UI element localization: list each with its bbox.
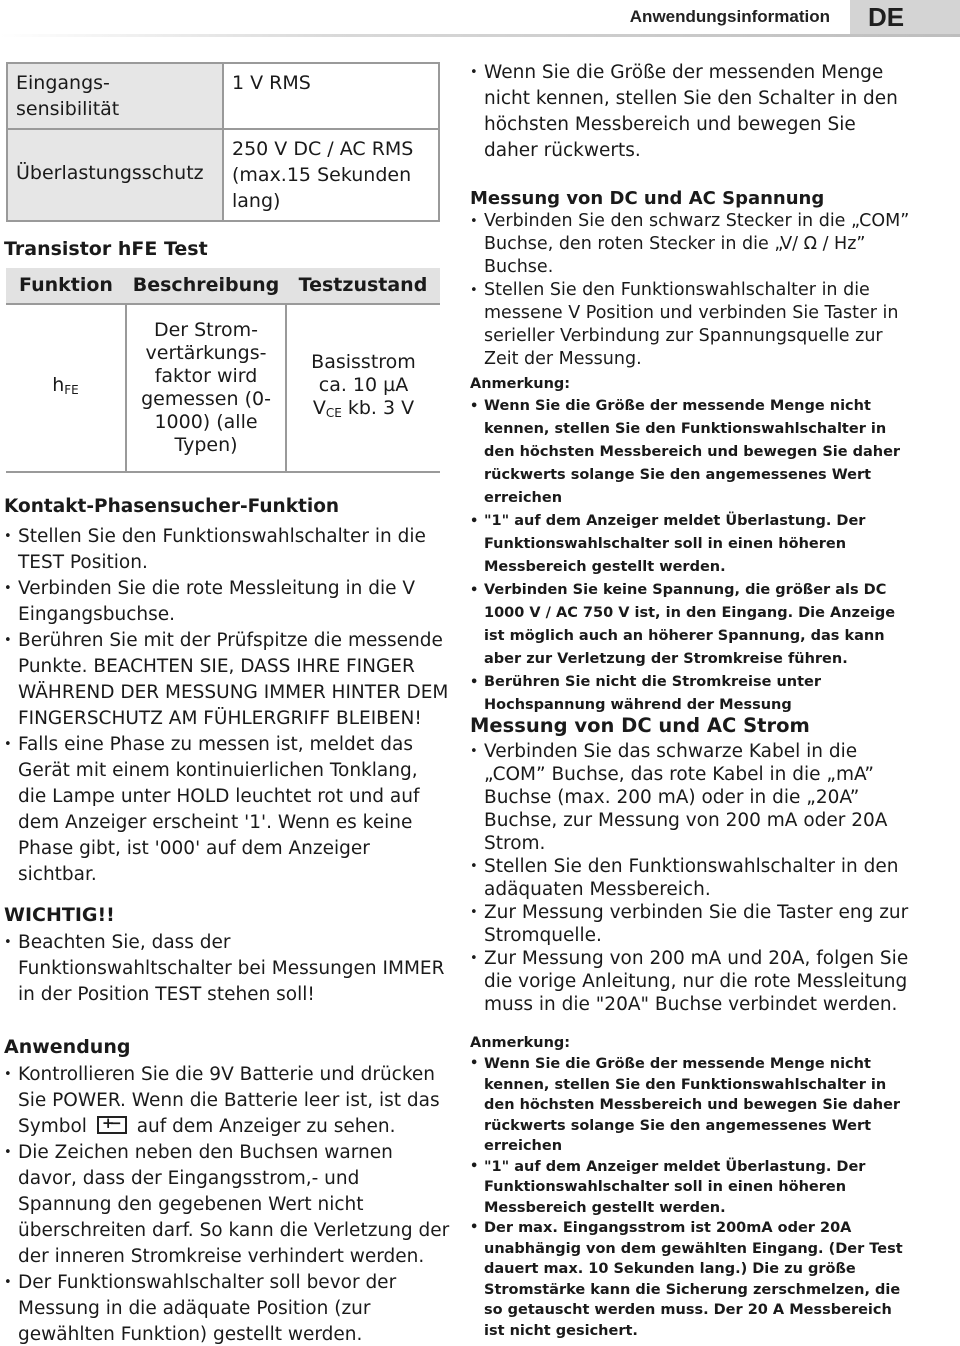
vce-symbol: V [312, 397, 326, 419]
list-item: • Zur Messung von 200 mA und 20A, folgen Sie die vorige Anleitung, nur die rote Messleitung muss in die "20A" Buchse verbindet werden. [470, 947, 914, 1016]
list-item: • Wenn Sie die Größe der messende Menge nicht kennen, stellen Sie den Funktionswahlschalter in den höchsten Messbereich und bewegen Sie daher rückwerts solange Sie den angemessenes Wert erreichen [470, 395, 914, 510]
intro-list [470, 60, 914, 164]
list-item: • Beachten Sie, dass der Funktionswahltschalter bei Messungen IMMER in der Position TEST stehen soll! [4, 930, 450, 1008]
battery-icon [97, 1116, 127, 1134]
right-column [470, 60, 914, 1340]
table-header-row [6, 268, 440, 304]
list-item: • "1" auf dem Anzeiger meldet Überlastung. Der Funktionswahlschalter soll in einen höheren Messbereich gestellt werden. [470, 1157, 914, 1219]
strom-list [470, 740, 914, 1016]
anwendung-title: Anwendung [4, 1036, 131, 1058]
kontakt-list [4, 524, 450, 888]
right-intro [470, 60, 914, 164]
anwendung-item-text: Kontrollieren Sie die 9V Batterie und drücken Sie POWER. Wenn die Batterie leer ist, ist das Symbol [18, 1064, 440, 1137]
list-item: • Wenn Sie die Größe der messenden Menge nicht kennen, stellen Sie den Schalter in den höchsten Messbereich und bewegen Sie daher rückwerts. [470, 60, 914, 164]
table-row [7, 63, 439, 129]
list-item: • Falls eine Phase zu messen ist, meldet das Gerät mit einem kontinuierlichen Tonklang, die Lampe unter HOLD leuchtet rot und auf dem Anzeiger erscheint '1'. Wenn es keine Phase gibt, ist '000' auf dem Anzeiger sichtbar. [4, 732, 450, 888]
strom-title: Messung von DC und AC Strom [470, 714, 810, 737]
header-title: Anwendungsinformation [629, 7, 830, 26]
spec-label: Eingangs- sensibilität [7, 63, 223, 129]
anwendung-item-text-end: auf dem Anzeiger zu sehen. [136, 1116, 396, 1137]
list-item: • Stellen Sie den Funktionswahlschalter in den adäquaten Messbereich. [470, 855, 914, 901]
hfe-function-cell [6, 304, 126, 472]
hfe-section-title: Transistor hFE Test [4, 238, 208, 260]
column-header-funktion: Funktion [6, 268, 126, 304]
list-item: • Der max. Eingangsstrom ist 200mA oder 20A unabhängig von dem gewählten Eingang. (Der Test dauert max. 10 Sekunden lang.) Die zu größe Stromstärke kann die Sicherung zerschmelzen, die so getauscht werden muss. Der 20 A Messbereich ist nicht gesichert. [470, 1218, 914, 1341]
spec-value: 250 V DC / AC RMS (max.15 Sekunden lang) [223, 129, 439, 221]
table-row [6, 304, 440, 472]
list-item: • Berühren Sie mit der Prüfspitze die messende Punkte. BEACHTEN SIE, DASS IHRE FINGER WÄHREND DER MESSUNG IMMER HINTER DEM FINGERSCHUTZ AM FÜHLERGRIFF BLEIBEN! [4, 628, 450, 732]
strom-note-title: Anmerkung: [470, 1035, 571, 1051]
specs-table [6, 62, 440, 222]
list-item: • Der Funktionswahlschalter soll bevor der Messung in die adäquate Position (zur gewählten Funktion) gestellt werden. [4, 1270, 450, 1346]
kontakt-section [4, 494, 450, 888]
hfe-symbol-sub: FE [64, 383, 79, 397]
wichtig-section [4, 902, 450, 1008]
strom-section [470, 714, 914, 1016]
spec-label: Überlastungsschutz [7, 129, 223, 221]
list-item: • Verbinden Sie die rote Messleitung in die V Eingangsbuchse. [4, 576, 450, 628]
list-item: • Verbinden Sie den schwarz Stecker in die „COM” Buchse, den roten Stecker in die „V/ Ω / Hz” Buchse. [470, 210, 914, 279]
language-badge: DE [850, 0, 960, 34]
anwendung-section [4, 1034, 450, 1346]
list-item [4, 1062, 450, 1140]
strom-notes-section [470, 1032, 914, 1341]
hfe-table [6, 268, 440, 473]
list-item: • "1" auf dem Anzeiger meldet Überlastung. Der Funktionswahlschalter soll in einen höheren Messbereich gestellt werden. [470, 510, 914, 579]
wichtig-title: WICHTIG!! [4, 904, 115, 926]
left-column [0, 62, 450, 1346]
hfe-description-cell: Der Strom-vertärkungs-faktor wird gemessen (0-1000) (alle Typen) [126, 304, 286, 472]
spannung-section [470, 188, 914, 717]
strom-notes [470, 1054, 914, 1341]
spannung-list [470, 210, 914, 371]
hfe-condition-cell [286, 304, 440, 472]
list-item: • Stellen Sie den Funktionswahlschalter in die messene V Position und verbinden Sie Taster in serieller Verbindung zur Spannungsquelle zur Zeit der Messung. [470, 279, 914, 371]
anwendung-list [4, 1062, 450, 1346]
table-row [7, 129, 439, 221]
vce-value: kb. 3 V [341, 397, 415, 419]
list-item: • Berühren Sie nicht die Stromkreise unter Hochspannung während der Messung [470, 671, 914, 717]
list-item: • Stellen Sie den Funktionswahlschalter in die TEST Position. [4, 524, 450, 576]
hfe-symbol: h [52, 374, 65, 396]
vce-symbol-sub: CE [325, 406, 342, 420]
kontakt-title: Kontakt-Phasensucher-Funktion [4, 496, 340, 517]
list-item: • Die Zeichen neben den Buchsen warnen davor, dass der Eingangsstrom,- und Spannung den gegebenen Wert nicht überschreiten darf. So kann die Verletzung der der inneren Stromkreise verhindert werden. [4, 1140, 450, 1270]
wichtig-list [4, 930, 450, 1008]
spannung-note-title: Anmerkung: [470, 376, 571, 392]
spannung-title: Messung von DC und AC Spannung [470, 188, 825, 209]
header-divider [0, 34, 960, 37]
column-header-testzustand: Testzustand [286, 268, 440, 304]
list-item: • Verbinden Sie das schwarze Kabel in die „COM” Buchse, das rote Kabel in die „mA” Buchse (max. 200 mA) oder in die „20A” Buchse, zur Messung von 200 mA oder 20A Strom. [470, 740, 914, 855]
list-item: • Wenn Sie die Größe der messende Menge nicht kennen, stellen Sie den Funktionswahlschalter in den höchsten Messbereich und bewegen Sie daher rückwerts solange Sie den angemessenes Wert erreichen [470, 1054, 914, 1157]
spec-value: 1 V RMS [223, 63, 439, 129]
hfe-condition-current: Basisstrom ca. 10 µA [311, 351, 416, 396]
spannung-notes [470, 395, 914, 717]
list-item: • Verbinden Sie keine Spannung, die größer als DC 1000 V / AC 750 V ist, in den Eingang. Die Anzeige ist möglich auch an höherer Spannung, das kann aber zur Verletzung der Stromkreise führen. [470, 579, 914, 671]
page-header [0, 0, 960, 38]
column-header-beschreibung: Beschreibung [126, 268, 286, 304]
list-item: • Zur Messung verbinden Sie die Taster eng zur Stromquelle. [470, 901, 914, 947]
hfe-condition-voltage [291, 397, 436, 425]
